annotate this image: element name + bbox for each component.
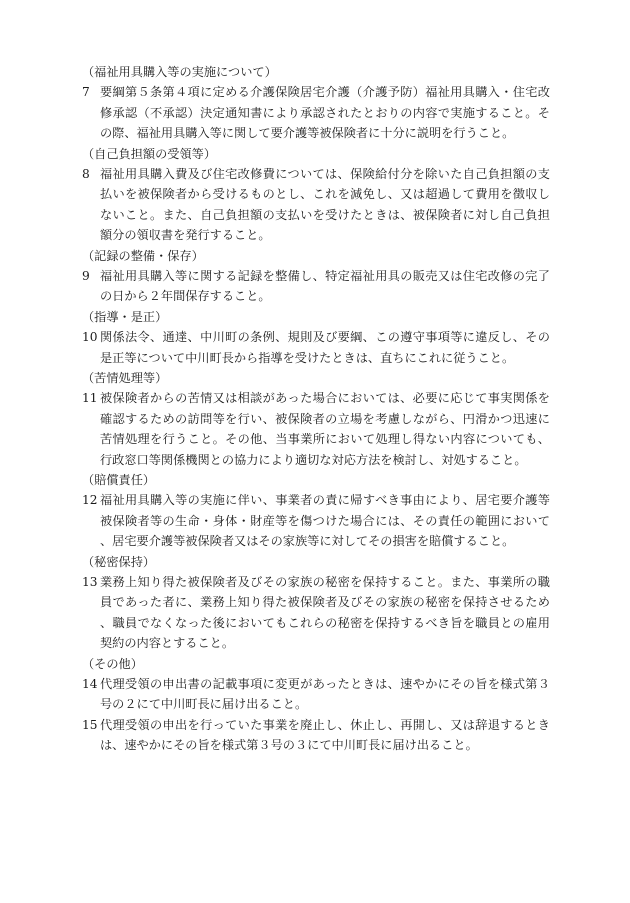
list-item <box>82 715 550 756</box>
list-item <box>82 266 550 307</box>
document-body <box>82 62 550 756</box>
section-heading-other: （その他） <box>82 656 143 671</box>
section-heading-liability: （賠償責任） <box>82 473 156 488</box>
item-text: 被保険者からの苦情又は相談があった場合においては、必要に応じて事実関係を確認するための訪問等を行い、被保険者の立場を考慮しながら、円滑かつ迅速に苦情処理を行うこと。その他、当事業所において処理し得ない内容についても、行政窓口等関係機関との協力により適切な対応方法を検討し、対処すること。 <box>100 391 550 467</box>
item-number: 10 <box>82 330 98 345</box>
item-text: 業務上知り得た被保険者及びその家族の秘密を保持すること。また、事業所の職員であった者に、業務上知り得た被保険者及びその家族の秘密を保持させるため、職員でなくなった後においてもこれらの秘密を保持するべき旨を職員との雇用契約の内容とすること。 <box>100 575 550 651</box>
item-number: 15 <box>82 717 98 732</box>
list-item <box>82 674 550 715</box>
item-text: 福祉用具購入費及び住宅改修費については、保険給付分を除いた自己負担額の支払いを被保険者から受けるものとし、これを減免し、又は超過して費用を徴収しないこと。また、自己負担額の支払いを受けたときは、被保険者に対し自己負担額分の領収書を発行すること。 <box>100 167 550 243</box>
list-item <box>82 327 550 368</box>
list-item <box>82 82 550 143</box>
item-text: 福祉用具購入等に関する記録を整備し、特定福祉用具の販売又は住宅改修の完了の日から２年間保存すること。 <box>100 269 550 304</box>
item-number: 13 <box>82 575 98 590</box>
list-item <box>82 388 550 470</box>
list-item <box>82 164 550 246</box>
item-text: 代理受領の申出書の記載事項に変更があったときは、速やかにその旨を様式第３号の２にて中川町長に届け出ること。 <box>100 677 550 712</box>
item-text: 関係法令、通達、中川町の条例、規則及び要綱、この遵守事項等に違反し、その是正等について中川町長から指導を受けたときは、直ちにこれに従うこと。 <box>100 330 550 365</box>
item-text: 福祉用具購入等の実施に伴い、事業者の責に帰すべき事由により、居宅要介護等被保険者等の生命・身体・財産等を傷つけた場合には、その責任の範囲において、居宅要介護等被保険者又はその家族等に対してその損害を賠償すること。 <box>100 493 550 549</box>
item-text: 代理受領の申出を行っていた事業を廃止し、休止し、再開し、又は辞退するときは、速やかにその旨を様式第３号の３にて中川町長に届け出ること。 <box>100 717 550 753</box>
section-heading-guidance: （指導・是正） <box>82 309 168 324</box>
item-number: 12 <box>82 493 98 508</box>
section-heading-implementation: （福祉用具購入等の実施について） <box>82 65 277 79</box>
item-number: 8 <box>82 167 90 181</box>
item-number: 7 <box>82 85 90 100</box>
item-number: 14 <box>82 677 98 692</box>
section-heading-records: （記録の整備・保存） <box>82 248 204 263</box>
section-heading-confidentiality: （秘密保持） <box>82 554 156 569</box>
list-item <box>82 490 550 551</box>
item-number: 11 <box>82 391 98 406</box>
section-heading-complaints: （苦情処理等） <box>82 371 168 386</box>
item-text: 要綱第５条第４項に定める介護保険居宅介護（介護予防）福祉用具購入・住宅改修承認（不承認）決定通知書により承認されたとおりの内容で実施すること。その際、福祉用具購入等に関して要介護等被保険者に十分に説明を行うこと。 <box>100 85 550 141</box>
section-heading-self-payment: （自己負担額の受領等） <box>82 146 217 161</box>
item-number: 9 <box>82 269 90 284</box>
list-item <box>82 572 550 654</box>
